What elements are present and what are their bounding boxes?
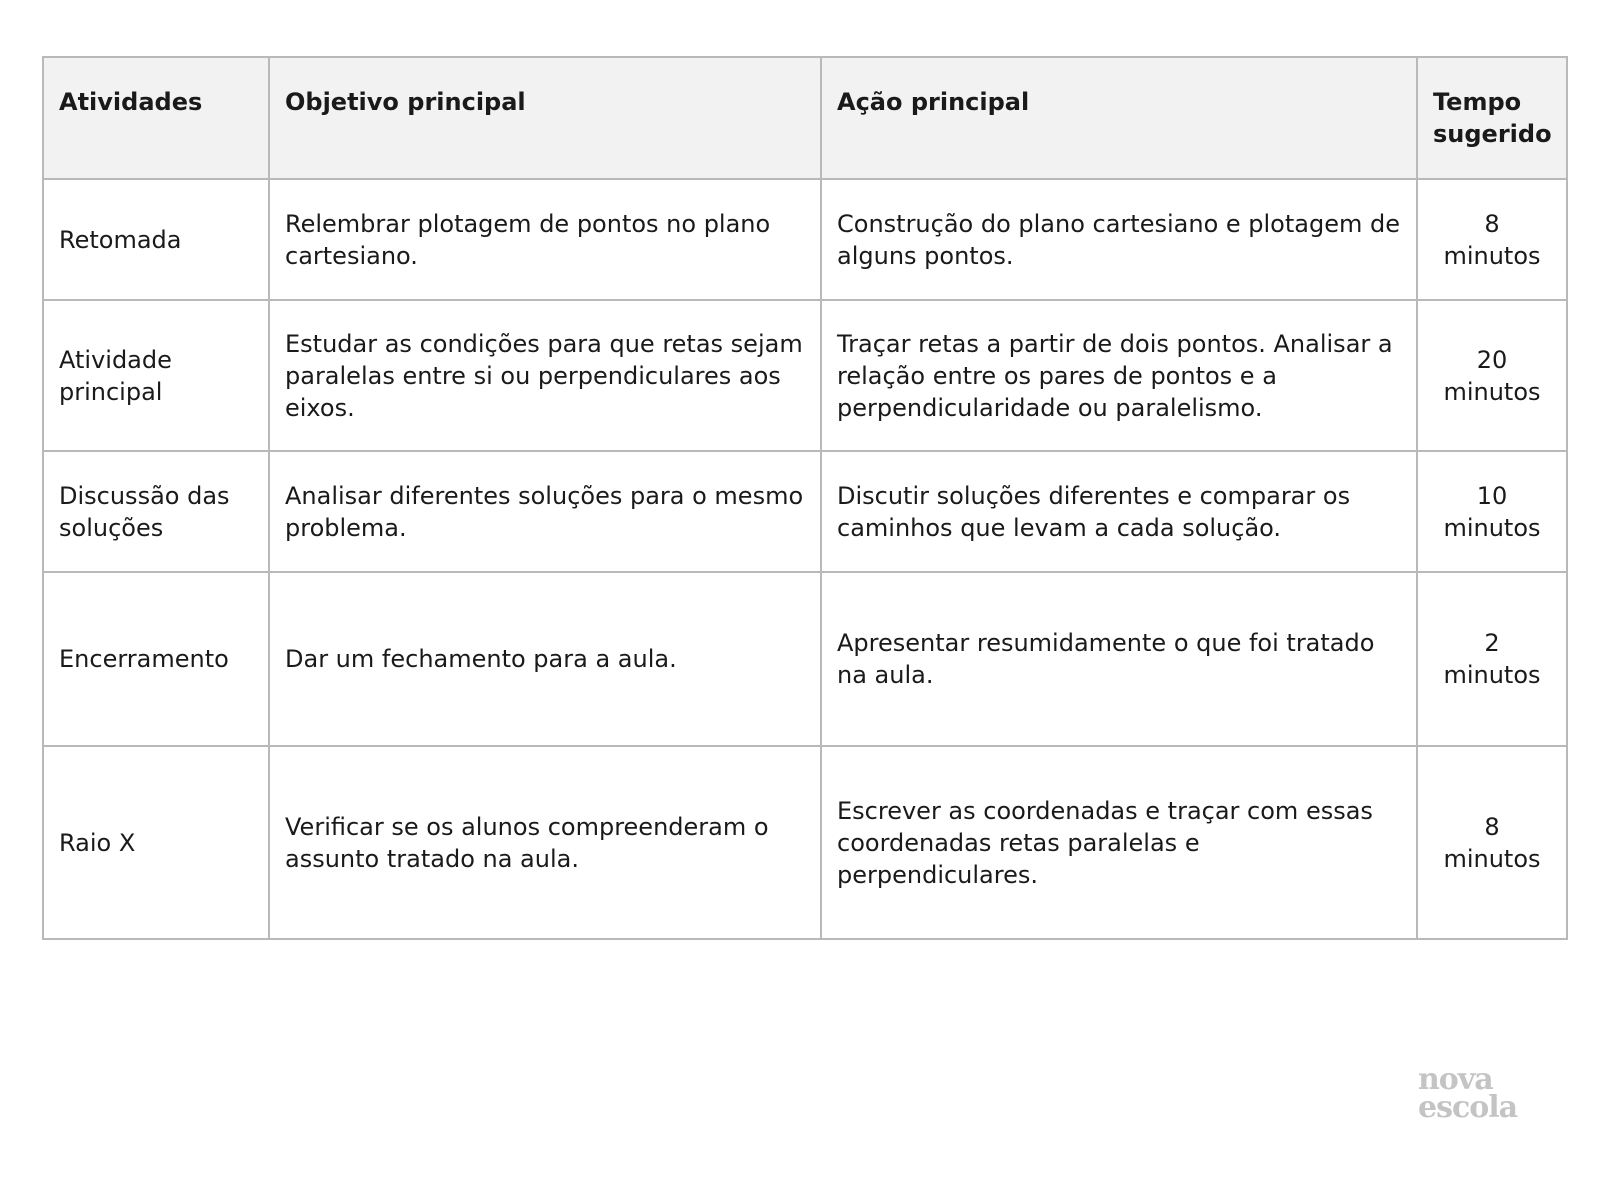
header-objetivo: Objetivo principal	[269, 57, 821, 179]
table-row	[43, 572, 1567, 746]
cell-objective: Dar um fechamento para a aula.	[269, 572, 821, 746]
table-row	[43, 746, 1567, 939]
header-tempo: Tempo sugerido	[1417, 57, 1567, 179]
cell-time: 8 minutos	[1417, 746, 1567, 939]
table-row	[43, 451, 1567, 572]
table-row	[43, 300, 1567, 451]
logo-line-1: nova	[1418, 1062, 1493, 1097]
cell-objective: Estudar as condições para que retas sejam paralelas entre si ou perpendiculares aos eixos.	[269, 300, 821, 451]
cell-action: Construção do plano cartesiano e plotagem de alguns pontos.	[821, 179, 1417, 300]
cell-action: Apresentar resumidamente o que foi tratado na aula.	[821, 572, 1417, 746]
cell-objective: Analisar diferentes soluções para o mesmo problema.	[269, 451, 821, 572]
header-atividades: Atividades	[43, 57, 269, 179]
cell-activity: Discussão das soluções	[43, 451, 269, 572]
lesson-plan-table	[42, 56, 1568, 940]
cell-activity: Raio X	[43, 746, 269, 939]
cell-time: 20 minutos	[1417, 300, 1567, 451]
header-acao: Ação principal	[821, 57, 1417, 179]
cell-activity: Retomada	[43, 179, 269, 300]
cell-action: Traçar retas a partir de dois pontos. Analisar a relação entre os pares de pontos e a perpendicularidade ou paralelismo.	[821, 300, 1417, 451]
cell-time: 8 minutos	[1417, 179, 1567, 300]
table-header-row	[43, 57, 1567, 179]
cell-action: Escrever as coordenadas e traçar com essas coordenadas retas paralelas e perpendiculares.	[821, 746, 1417, 939]
cell-time: 2 minutos	[1417, 572, 1567, 746]
cell-objective: Verificar se os alunos compreenderam o assunto tratado na aula.	[269, 746, 821, 939]
cell-activity: Atividade principal	[43, 300, 269, 451]
cell-action: Discutir soluções diferentes e comparar os caminhos que levam a cada solução.	[821, 451, 1417, 572]
cell-objective: Relembrar plotagem de pontos no plano cartesiano.	[269, 179, 821, 300]
table-row	[43, 179, 1567, 300]
cell-time: 10 minutos	[1417, 451, 1567, 572]
nova-escola-logo	[1418, 1062, 1538, 1125]
cell-activity: Encerramento	[43, 572, 269, 746]
logo-line-2: escola	[1418, 1090, 1518, 1125]
